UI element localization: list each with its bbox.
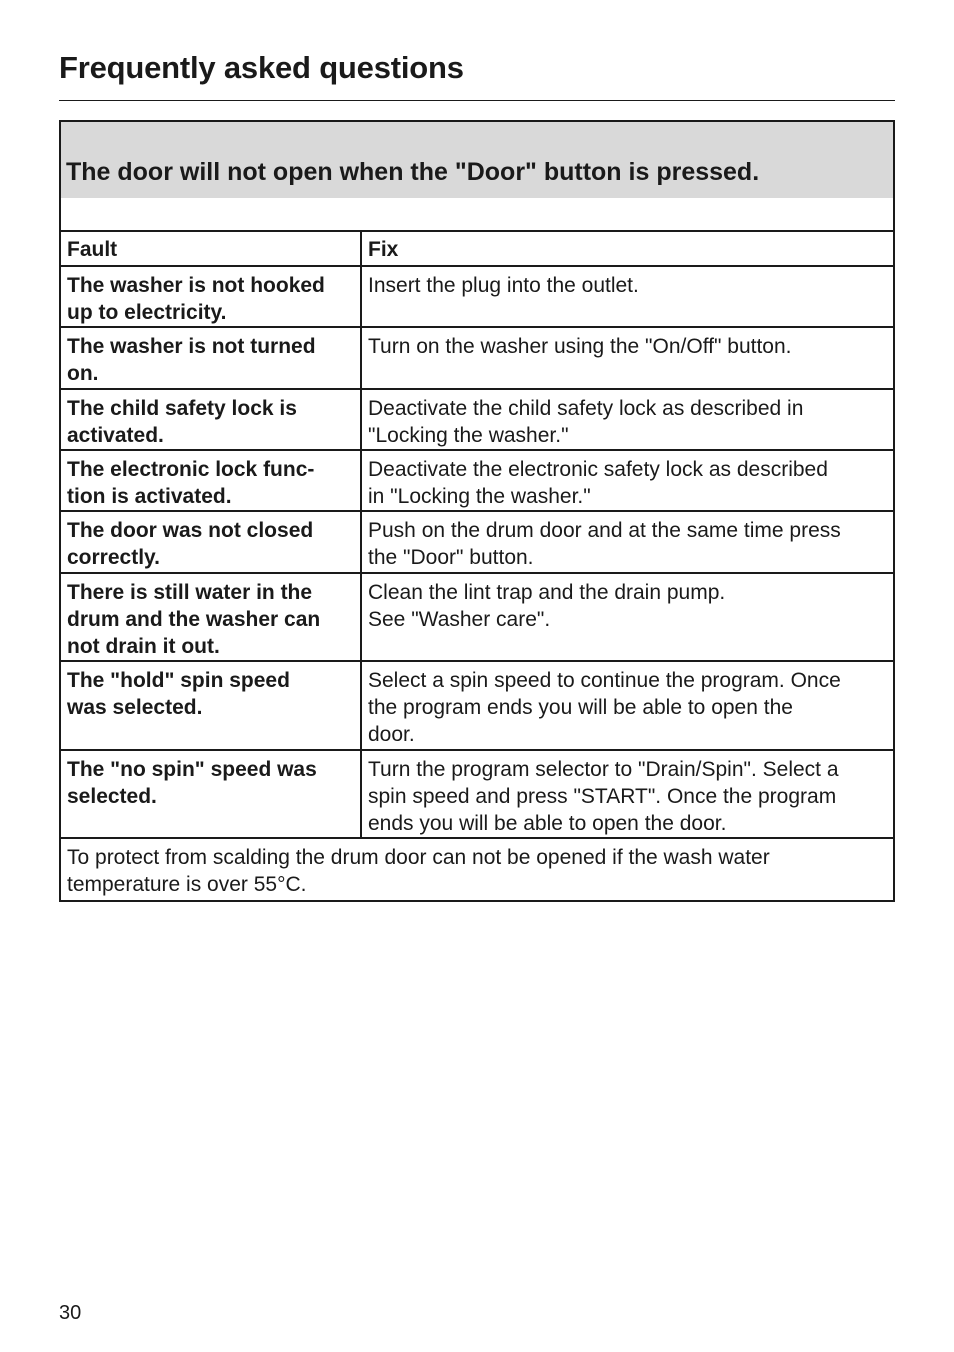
- table-header-row: [61, 232, 893, 266]
- question-heading: The door will not open when the "Door" button is pressed.: [61, 122, 893, 198]
- fault-cell: [61, 573, 361, 661]
- note-line: To protect from scalding the drum door can not be opened if the wash water: [67, 846, 770, 869]
- fix-line: Push on the drum door and at the same time press: [368, 519, 841, 542]
- fault-line: The washer is not turned: [67, 335, 316, 358]
- page-number: 30: [59, 1302, 82, 1324]
- fix-cell: [361, 573, 893, 661]
- fix-line: in "Locking the washer.": [368, 485, 591, 508]
- fault-line: correctly.: [67, 546, 160, 569]
- fix-line: door.: [368, 723, 415, 746]
- fault-line: activated.: [67, 424, 164, 447]
- table-row: [61, 266, 893, 327]
- fix-line: the "Door" button.: [368, 546, 534, 569]
- fix-cell: [361, 450, 893, 511]
- fault-line: drum and the washer can: [67, 608, 321, 631]
- fix-line: See "Washer care".: [368, 608, 551, 631]
- fix-line: Clean the lint trap and the drain pump.: [368, 581, 726, 604]
- fix-cell: [361, 389, 893, 450]
- fix-line: Deactivate the electronic safety lock as described: [368, 458, 828, 481]
- note-row: [61, 838, 893, 900]
- fault-line: The door was not closed: [67, 519, 314, 542]
- fault-cell: [61, 750, 361, 838]
- fix-line: Turn on the washer using the "On/Off" button.: [368, 335, 792, 358]
- fault-line: selected.: [67, 785, 157, 808]
- fix-line: Turn the program selector to "Drain/Spin". Select a: [368, 758, 839, 781]
- fix-column-header: Fix: [368, 238, 399, 261]
- fix-line: Select a spin speed to continue the program. Once: [368, 669, 841, 692]
- faq-box: [59, 120, 895, 902]
- table-row: [61, 511, 893, 573]
- table-row: [61, 573, 893, 661]
- table-row: [61, 327, 893, 389]
- fault-line: not drain it out.: [67, 635, 220, 658]
- title-divider: [59, 100, 895, 101]
- fix-cell: [361, 661, 893, 750]
- fault-line: was selected.: [67, 696, 203, 719]
- faq-table: [61, 232, 893, 900]
- fault-line: The washer is not hooked: [67, 274, 325, 297]
- fault-line: on.: [67, 362, 99, 385]
- question-spacer: [61, 198, 893, 232]
- fault-cell: [61, 511, 361, 573]
- fault-line: There is still water in the: [67, 581, 313, 604]
- table-row: [61, 750, 893, 838]
- fix-line: "Locking the washer.": [368, 424, 569, 447]
- fix-cell: [361, 327, 893, 389]
- fix-line: spin speed and press "START". Once the program: [368, 785, 837, 808]
- table-row: [61, 389, 893, 450]
- fix-line: the program ends you will be able to open the: [368, 696, 793, 719]
- fix-cell: [361, 266, 893, 327]
- fix-cell: [361, 750, 893, 838]
- fix-line: Deactivate the child safety lock as described in: [368, 397, 804, 420]
- fix-line: ends you will be able to open the door.: [368, 812, 727, 835]
- table-row: [61, 450, 893, 511]
- fault-line: tion is activated.: [67, 485, 232, 508]
- note-line: temperature is over 55°C.: [67, 873, 307, 896]
- fault-line: up to electricity.: [67, 301, 227, 324]
- fault-line: The electronic lock func-: [67, 458, 315, 481]
- fault-line: The "no spin" speed was: [67, 758, 317, 781]
- fault-line: The child safety lock is: [67, 397, 297, 420]
- fault-cell: [61, 450, 361, 511]
- fault-cell: [61, 389, 361, 450]
- fault-column-header: Fault: [61, 232, 361, 266]
- fault-line: The "hold" spin speed: [67, 669, 290, 692]
- scald-note: [61, 838, 893, 900]
- fault-cell: [61, 327, 361, 389]
- page-title: Frequently asked questions: [59, 50, 464, 85]
- fault-cell: [61, 661, 361, 750]
- table-row: [61, 661, 893, 750]
- fix-line: Insert the plug into the outlet.: [368, 274, 639, 297]
- fix-cell: [361, 511, 893, 573]
- fault-cell: [61, 266, 361, 327]
